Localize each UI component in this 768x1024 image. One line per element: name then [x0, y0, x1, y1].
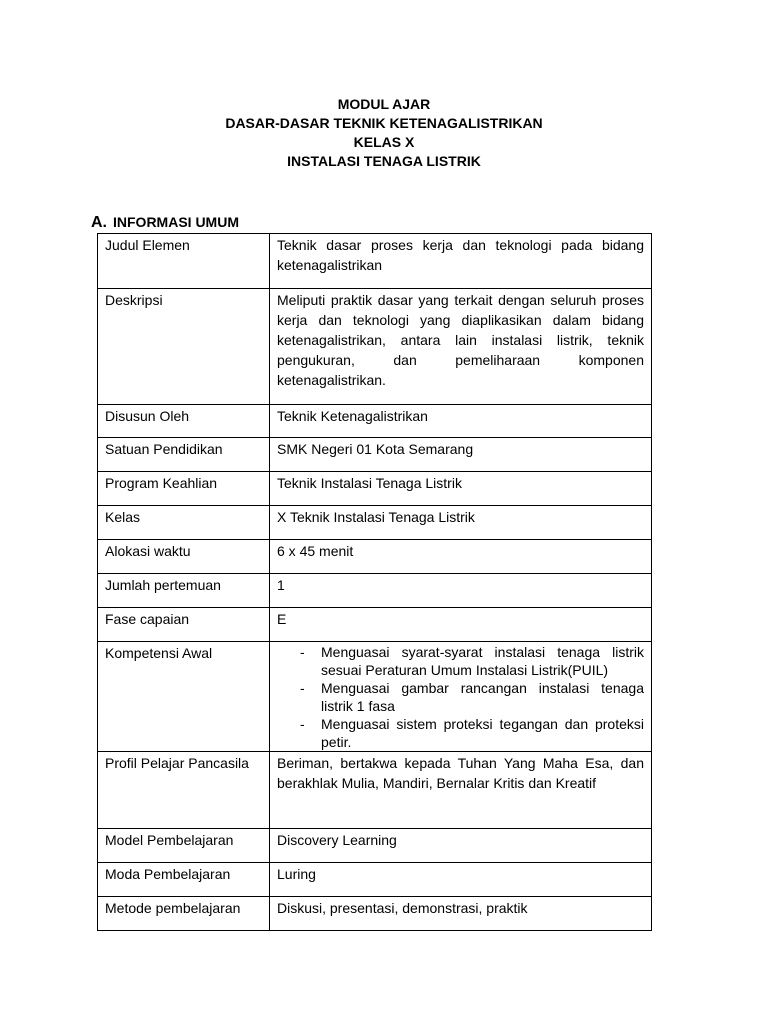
- info-table: [97, 233, 652, 931]
- row-label: Disusun Oleh: [98, 405, 270, 438]
- row-label: Satuan Pendidikan: [98, 438, 270, 472]
- row-value: Meliputi praktik dasar yang terkait dengan seluruh proses kerja dan teknologi yang diaplikasikan dalam bidang ketenagalistrikan, antara lain instalasi listrik, teknik pengukuran, dan pemeliharaan komponen ketenagalistrikan.: [270, 289, 652, 405]
- row-value: Teknik Ketenagalistrikan: [270, 405, 652, 438]
- row-value: [270, 642, 652, 752]
- bullet-marker: -: [300, 644, 305, 660]
- row-value: SMK Negeri 01 Kota Semarang: [270, 438, 652, 472]
- table-row: [98, 405, 652, 438]
- row-label: Kompetensi Awal: [98, 642, 270, 752]
- table-row: [98, 897, 652, 931]
- table-row: [98, 829, 652, 863]
- document-title: [0, 95, 768, 171]
- table-row: [98, 540, 652, 574]
- list-item-text: Menguasai sistem proteksi tegangan dan proteksi petir.: [321, 716, 644, 750]
- table-row: [98, 506, 652, 540]
- title-line-2: DASAR-DASAR TEKNIK KETENAGALISTRIKAN: [225, 115, 543, 131]
- row-value: E: [270, 608, 652, 642]
- row-label: Jumlah pertemuan: [98, 574, 270, 608]
- row-label: Deskripsi: [98, 289, 270, 405]
- row-value: Beriman, bertakwa kepada Tuhan Yang Maha Esa, dan berakhlak Mulia, Mandiri, Bernalar Kritis dan Kreatif: [270, 752, 652, 829]
- row-label: Model Pembelajaran: [98, 829, 270, 863]
- table-row: [98, 574, 652, 608]
- row-label: Program Keahlian: [98, 472, 270, 506]
- list-item: [277, 679, 644, 715]
- table-row: [98, 438, 652, 472]
- row-value: Teknik Instalasi Tenaga Listrik: [270, 472, 652, 506]
- list-item-text: Menguasai syarat-syarat instalasi tenaga listrik sesuai Peraturan Umum Instalasi Listrik(PUIL): [321, 644, 644, 678]
- row-value: X Teknik Instalasi Tenaga Listrik: [270, 506, 652, 540]
- row-label: Moda Pembelajaran: [98, 863, 270, 897]
- table-row: [98, 472, 652, 506]
- row-label: Alokasi waktu: [98, 540, 270, 574]
- title-line-4: INSTALASI TENAGA LISTRIK: [287, 153, 481, 169]
- section-heading-text: INFORMASI UMUM: [113, 214, 239, 230]
- bullet-list: [277, 643, 644, 751]
- title-line-1: MODUL AJAR: [337, 96, 431, 112]
- row-label: Judul Elemen: [98, 234, 270, 289]
- list-item: [277, 715, 644, 751]
- row-label: Metode pembelajaran: [98, 897, 270, 931]
- bullet-marker: -: [300, 680, 305, 696]
- row-label: Fase capaian: [98, 608, 270, 642]
- table-row: [98, 289, 652, 405]
- table-row: [98, 608, 652, 642]
- table-row: [98, 863, 652, 897]
- row-value: Discovery Learning: [270, 829, 652, 863]
- row-value: 1: [270, 574, 652, 608]
- row-value: Diskusi, presentasi, demonstrasi, praktik: [270, 897, 652, 931]
- table-row: [98, 752, 652, 829]
- row-label: Kelas: [98, 506, 270, 540]
- row-value: 6 x 45 menit: [270, 540, 652, 574]
- table-row: [98, 234, 652, 289]
- row-value: Luring: [270, 863, 652, 897]
- section-letter: A.: [91, 214, 107, 231]
- list-item-text: Menguasai gambar rancangan instalasi tenaga listrik 1 fasa: [321, 680, 644, 714]
- row-label: Profil Pelajar Pancasila: [98, 752, 270, 829]
- table-row: [98, 642, 652, 752]
- section-heading: [91, 212, 239, 233]
- title-line-3: KELAS X: [353, 134, 415, 150]
- row-value: Teknik dasar proses kerja dan teknologi pada bidang ketenagalistrikan: [270, 234, 652, 289]
- list-item: [277, 643, 644, 679]
- bullet-marker: -: [300, 716, 305, 732]
